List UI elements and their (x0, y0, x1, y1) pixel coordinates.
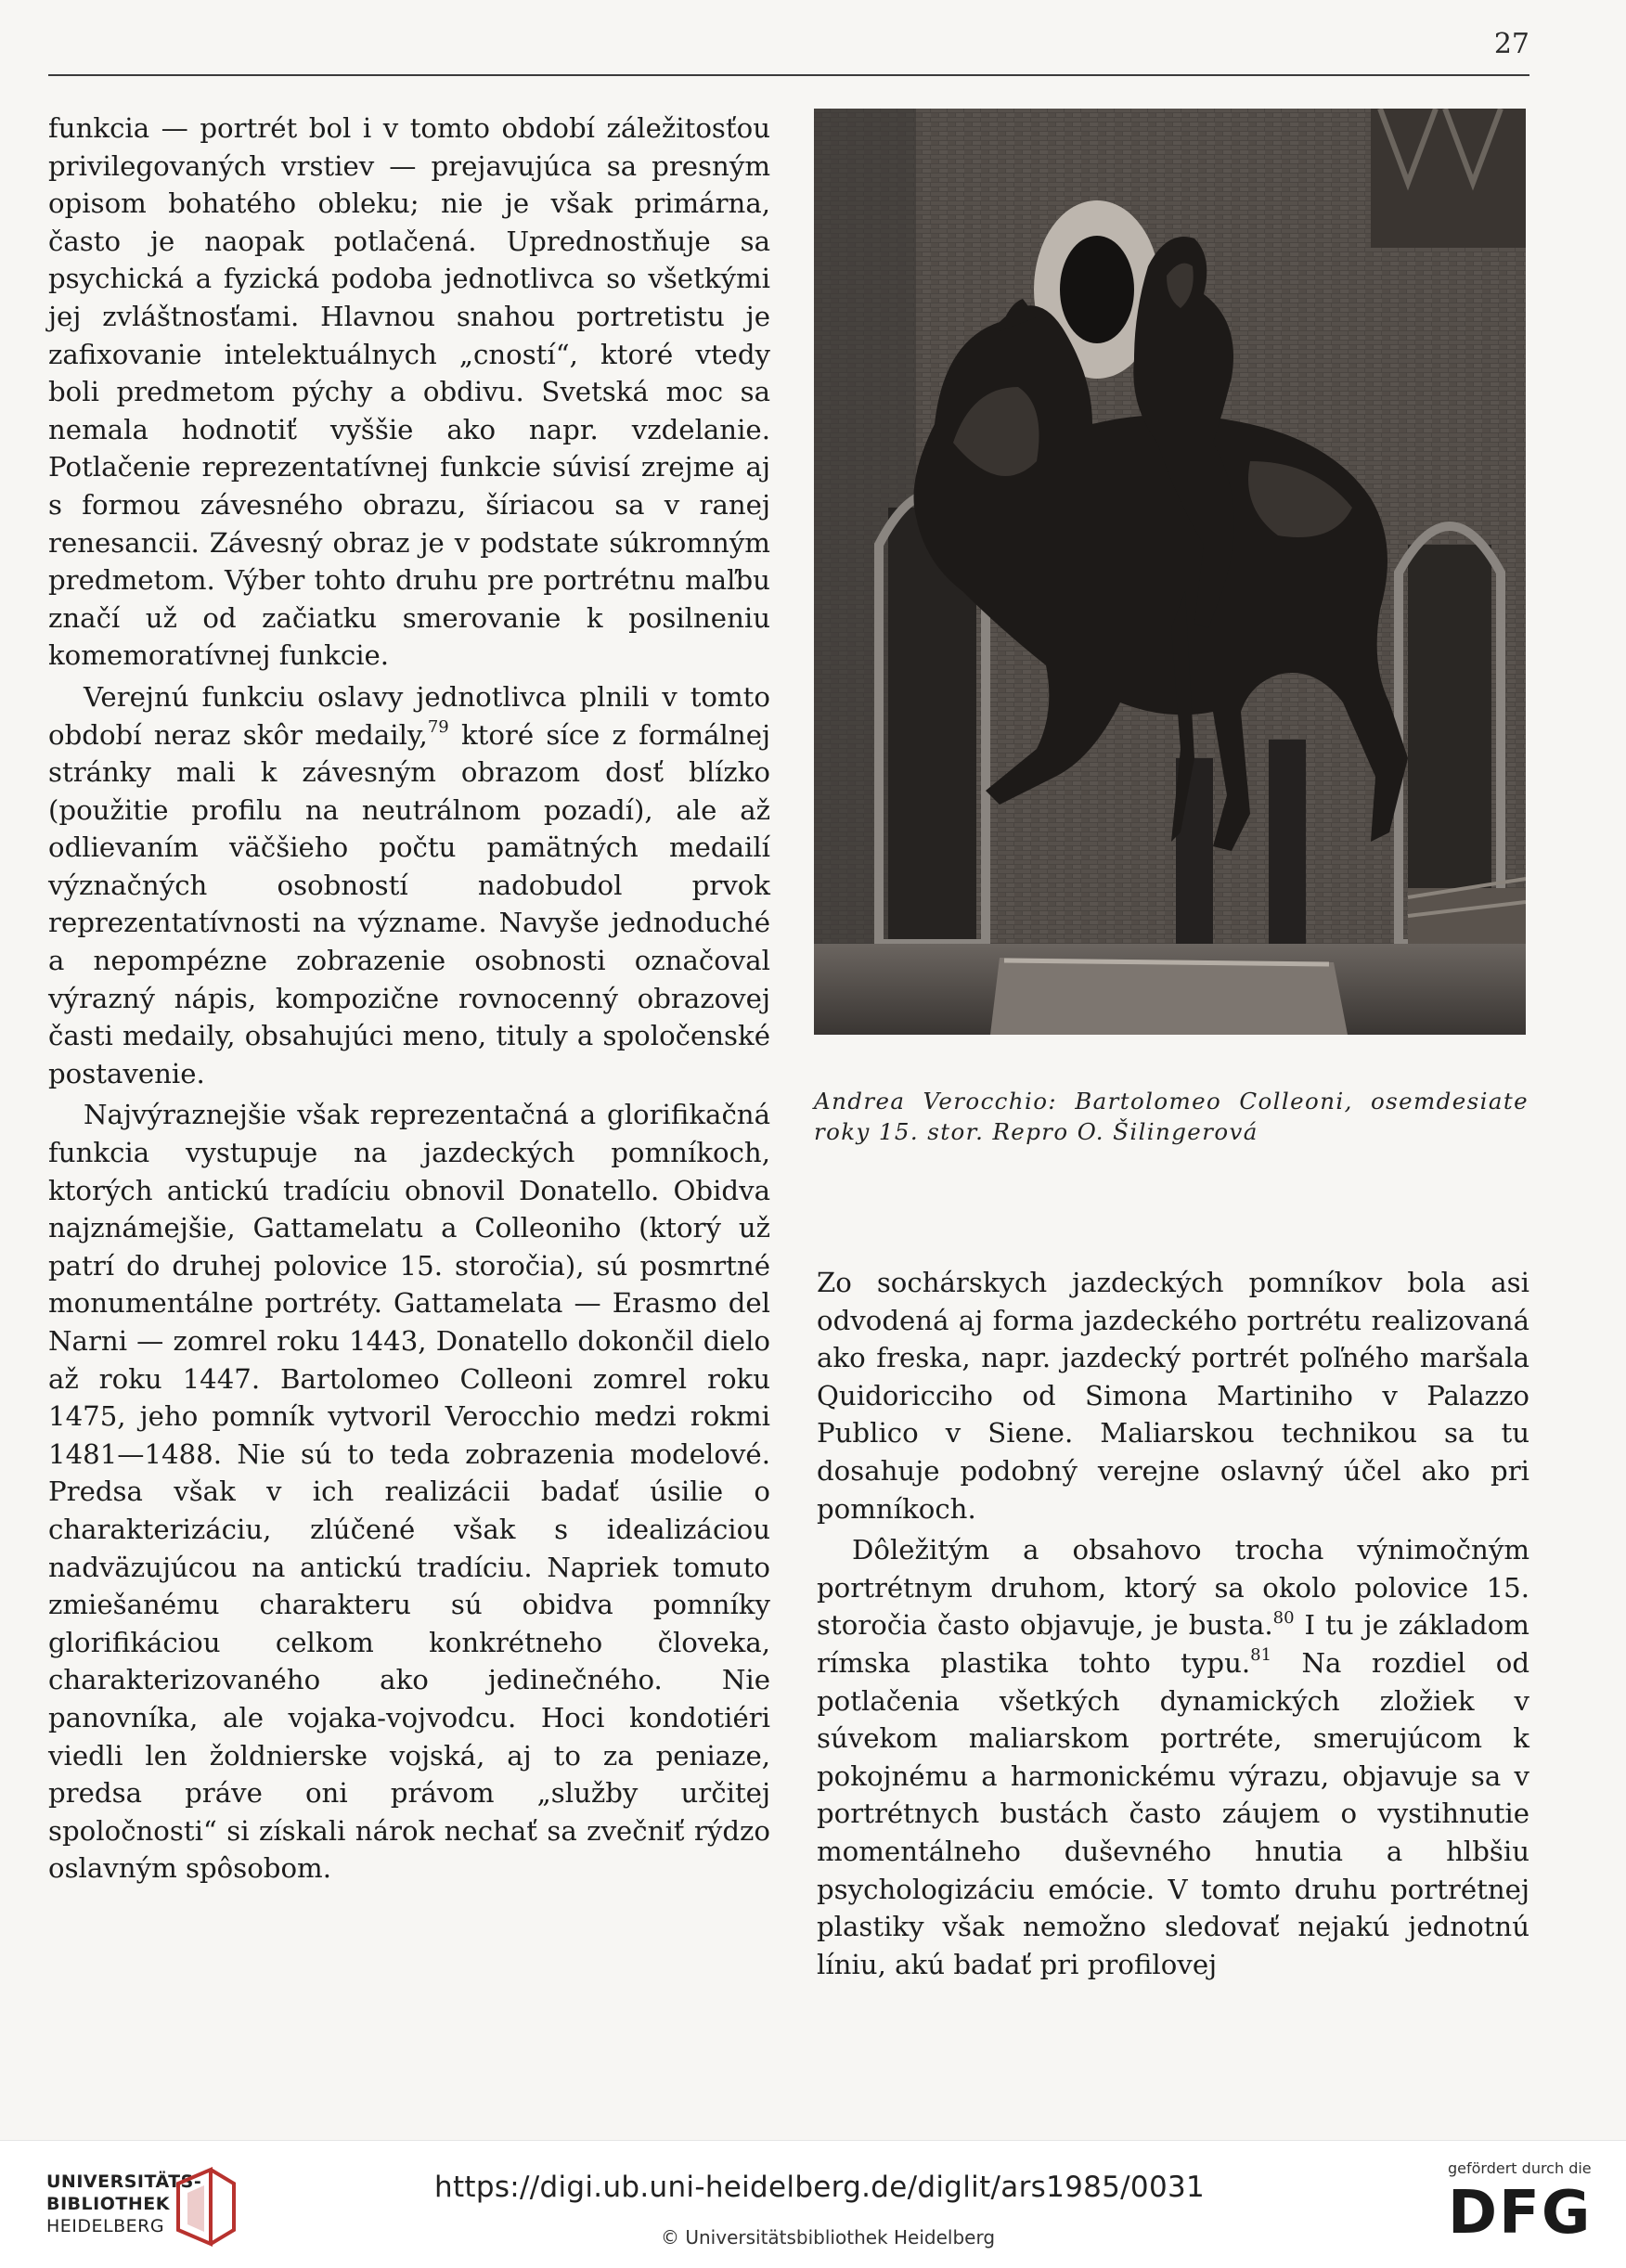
paragraph: Zo sochárskych jazdeckých pomníkov bola asi odvodená aj forma jazdeckého portrétu realizovaná ako freska, napr. jazdecký portrét poľného maršala Quidoricciho od Simona Martiniho v Palazzo Publico v Siene. Maliarskou technikou sa tu dosahuje podobný verejne oslavný účel ako pri pomníkoch. (817, 1267, 1529, 1525)
copyright-notice: © Universitätsbibliothek Heidelberg (661, 2226, 996, 2249)
dfg-logo: DFG (1448, 2179, 1593, 2248)
left-text-column (48, 110, 770, 1888)
statue-photo-illustration (814, 109, 1526, 1035)
header-rule (48, 74, 1529, 76)
footnote-ref: 79 (427, 716, 449, 737)
paragraph: Najvýraznejšie však reprezentačná a glorifikačná funkcia vystupuje na jazdeckých pomníkoch, ktorých antickú tradíciu obnovil Donatello. Obidva najznámejšie, Gattamelatu a Colleoniho (ktorý už patrí do druhej polovice 15. storočia), sú posmrtné monumentálne portréty. Gattamelata — Erasmo del Narni — zomrel roku 1443, Donatello dokončil dielo až roku 1447. Bartolomeo Colleoni zomrel roku 1475, jeho pomník vytvoril Verocchio medzi rokmi 1481—1488. Nie sú to teda zobrazenia modelové. Predsa však v ich realizácii badať úsilie o charakterizáciu, zlúčené však s idealizáciou nadväzujúcou na antickú tradíciu. Napriek tomuto zmiešanému charakteru sú obidva pomníky glorifikáciou celkom konkrétneho človeka, charakterizovaného ako jedinečného. Nie panovníka, ale vojaka-vojvodcu. Hoci kondotiéri viedli len žoldnierske vojská, aj to za peniaze, predsa práve oni právom „služby určitej spoločnosti“ si získali nárok nechať sa zvečniť rýdzo oslavným spôsobom. (48, 1099, 770, 1885)
footnote-ref: 81 (1250, 1645, 1272, 1666)
figure-photo-equestrian-statue (814, 109, 1526, 1035)
figure-caption: Andrea Verocchio: Bartolomeo Colleoni, osemdesiate roky 15. stor. Repro O. Šilingerová (814, 1088, 1529, 1145)
ub-logo-mark-icon (169, 2165, 243, 2249)
paragraph: Dôležitým a obsahovo trocha výnimočným portrétnym druhom, ktorý sa okolo polovice 15. storočia často objavuje, je busta.$^{80}$ I tu je základom rímska plastika tohto typu.$^{81}$ Na rozdiel od potlačenia všetkých dynamických zložiek v súvekom maliarskom portréte, smerujúcom k pokojnému a harmonickému výrazu, objavuje sa v portrétnych bustách často záujem o vystihnutie momentálneho duševného hnutia a hlbšiu psychologizáciu emócie. V tomto druhu portrétnej plastiky však nemožno sledovať nejakú jednotnú líniu, akú badať pri profilovej (817, 1534, 1530, 1980)
paragraph: Verejnú funkciu oslavy jednotlivca plnili v tomto období neraz skôr medaily,$^{79}$ ktoré síce z formálnej stránky mali k závesným obrazom dosť blízko (použitie profilu na neutrálnom pozadí), ale až odlievaním väčšieho počtu pamätných medailí význačných osobností nadobudol prvok reprezentatívnosti na význame. Navyše jednoduché a nepompézne zobrazenie osobnosti označoval výrazný nápis, kompozične rovnocenný obrazovej časti medaily, obsahujúci meno, tituly a spoločenské postavenie. (48, 680, 771, 1089)
footnote-ref: 80 (1272, 1607, 1295, 1628)
page-number: 27 (1493, 28, 1529, 60)
dfg-funding-note: gefördert durch die (1448, 2159, 1592, 2177)
page-footer: UNIVERSITÄTS- BIBLIOTHEK HEIDELBERG https://digi.ub.uni-heidelberg.de/diglit/ars1985/0031 © Universitätsbibliothek Heidelberg gefördert durch die DFG (0, 2140, 1626, 2268)
document-url-link[interactable]: https://digi.ub.uni-heidelberg.de/diglit/ars1985/0031 (434, 2171, 1206, 2204)
right-text-column (817, 1264, 1529, 1983)
paragraph: funkcia — portrét bol i v tomto období záležitosťou privilegovaných vrstiev — prejavujúca sa presným opisom bohatého obleku; nie je však primárna, často je naopak potlačená. Uprednostňuje sa psychická a fyzická podoba jednotlivca so všetkými jej zvláštnosťami. Hlavnou snahou portretistu je zafixovanie intelektuálnych „cností“, ktoré vtedy boli predmetom pýchy a obdivu. Svetská moc sa nemala hodnotiť vyššie ako napr. vzdelanie. Potlačenie reprezentatívnej funkcie súvisí zrejme aj s formou závesného obrazu, šíriacou sa v ranej renesancii. Závesný obraz je v podstate súkromným predmetom. Výber tohto druhu pre portrétnu maľbu značí už od začiatku smerovanie k posilneniu komemoratívnej funkcie. (48, 112, 770, 672)
